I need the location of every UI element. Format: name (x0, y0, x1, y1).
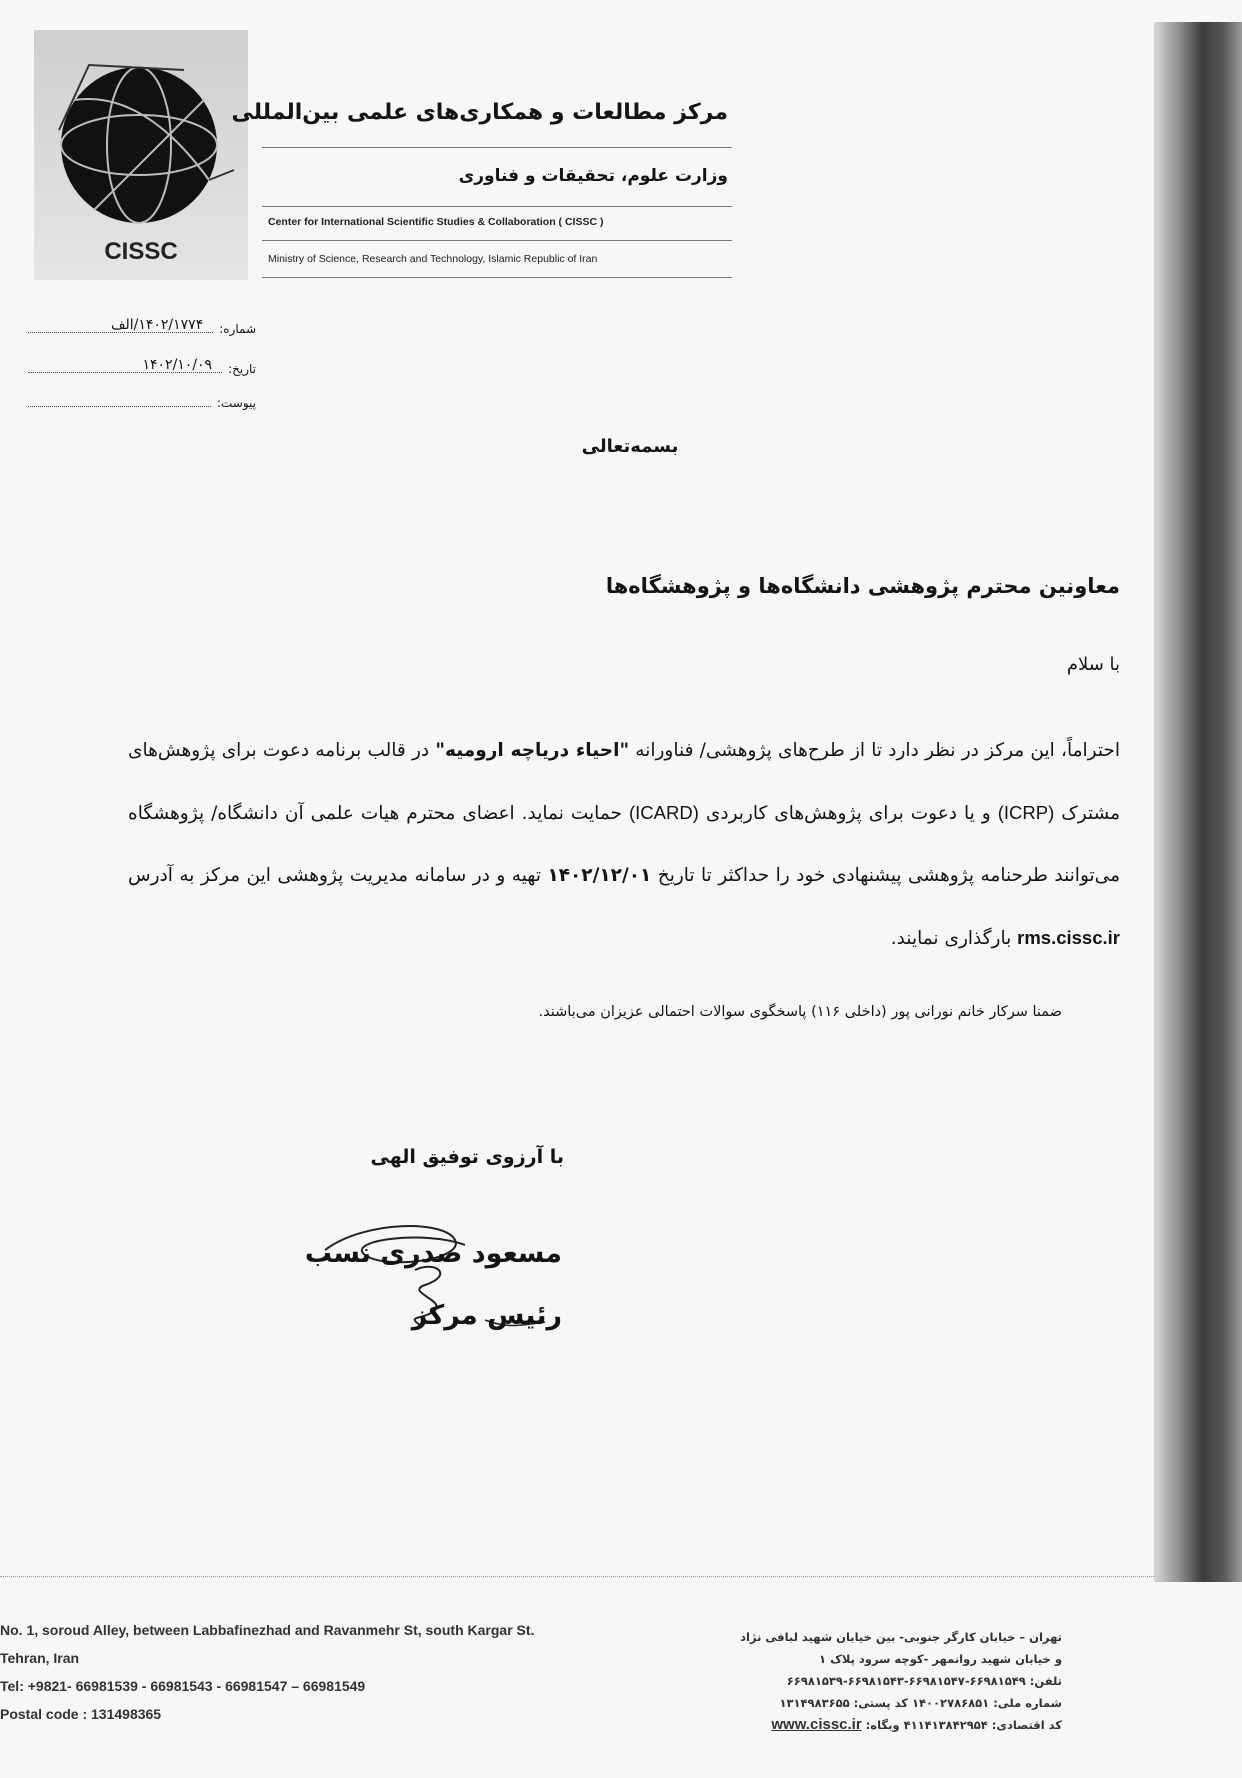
letter-date-field (28, 357, 256, 376)
project-title: "احیاء دریاچه ارومیه" (435, 740, 630, 761)
letter-date-value: ۱۴۰۲/۱۰/۰۹ (142, 357, 213, 373)
footer-address-line: Tehran, Iran (0, 1650, 80, 1666)
footer-divider (0, 1576, 1154, 1577)
body-text-part: و یا دعوت برای پژوهش‌های کاربردی (698, 803, 998, 824)
footer-phone: Tel: +9821- 66981539 - 66981543 - 66981547 – 66981549 (0, 1678, 366, 1694)
footer-address-line: No. 1, soroud Alley, between Labbafinezhad and Ravanmehr St, south Kargar St. (0, 1622, 535, 1638)
letter-attachment-label: پیوست: (216, 396, 256, 410)
footer-econ-code: کد اقتصادی: ۴۱۱۴۱۳۸۴۲۹۵۴ وبگاه: (861, 1718, 1062, 1732)
basmala: بسمه‌تعالی (581, 436, 679, 457)
body-text-part: بارگذاری نمایند. (890, 928, 1018, 949)
icrp-program: (ICRP) (997, 802, 1055, 823)
footer-ids-fa: شماره ملی: ۱۴۰۰۲۷۸۶۸۵۱ کد پستی: ۱۳۱۴۹۸۳۶۵۵ (779, 1696, 1062, 1710)
signer-title: رئیس مرکز (411, 1300, 562, 1331)
header-divider (262, 147, 732, 148)
ministry-name-en: Ministry of Science, Research and Technology, Islamic Republic of Iran (268, 253, 598, 265)
scan-edge-shadow (1154, 22, 1242, 1582)
footer-address-line: تهران – خیابان کارگر جنوبی- بین خیابان شهید لبافی نژاد (740, 1630, 1062, 1644)
footer-address-line: و خیابان شهید روانمهر -کوچه سرود پلاک ۱ (819, 1652, 1062, 1666)
closing-phrase: با آرزوی توفیق الهی (370, 1146, 564, 1168)
letter-date-label: تاریخ: (228, 362, 256, 376)
ministry-name-fa: وزارت علوم، تحقیقات و فناوری (458, 166, 728, 186)
logo-text: CISSC (104, 238, 178, 265)
letter-number-field (28, 317, 256, 336)
header-divider (262, 240, 732, 241)
footer-address-en (0, 1616, 534, 1728)
letter-body (128, 720, 1120, 970)
header-divider (262, 277, 732, 278)
body-text-part: تهیه و در سامانه مدیریت پژوهشی این مرکز به آدرس (128, 865, 548, 886)
org-name-fa: مرکز مطالعات و همکاری‌های علمی بین‌المللی (231, 100, 728, 125)
icard-program: (ICARD) (628, 802, 699, 823)
handwritten-signature (305, 1200, 585, 1360)
cissc-logo (34, 30, 248, 280)
rms-url-link[interactable]: rms.cissc.ir (1017, 927, 1120, 948)
website-link[interactable]: www.cissc.ir (771, 1716, 862, 1733)
contact-note: ضمنا سرکار خانم نورانی پور (داخلی ۱۱۶) پاسخگوی سوالات احتمالی عزیزان می‌باشند. (538, 1004, 1062, 1020)
deadline-date: ۱۴۰۲/۱۲/۰۱ (547, 865, 652, 886)
org-name-en: Center for International Scientific Studies & Collaboration ( CISSC ) (268, 216, 604, 228)
addressee: معاونین محترم پژوهشی دانشگاه‌ها و پژوهشگاه‌ها (605, 574, 1120, 598)
body-text-part: در قالب برنامه دعوت برای پژوهش‌های مشترک (128, 740, 1120, 824)
letter-attachment-field (28, 396, 256, 410)
letter-number-label: شماره: (219, 322, 256, 336)
footer-web-line (740, 1714, 1062, 1736)
body-text-part: احتراماً، این مرکز در نظر دارد تا از طرح‌های پژوهشی/ فناورانه (629, 740, 1120, 761)
letter-number-value: ۱۴۰۲/۱۷۷۴/الف (110, 317, 204, 333)
greeting: با سلام (1066, 654, 1120, 675)
footer-address-fa (740, 1626, 1062, 1736)
footer-phone-fa: تلفن: ۶۶۹۸۱۵۴۹-۶۶۹۸۱۵۴۷-۶۶۹۸۱۵۴۳-۶۶۹۸۱۵۳۹ (786, 1674, 1062, 1688)
footer-postal-code: Postal code : 131498365 (0, 1706, 162, 1722)
header-divider (262, 206, 732, 207)
body-text-part: حمایت نماید. اعضای محترم هیات علمی آن دانشگاه/ پژوهشگاه می‌توانند طرحنامه پژوهشی پیشنهادی خود را حداکثر تا تاریخ (128, 803, 1120, 886)
signer-name: مسعود صدری نسب (304, 1238, 562, 1269)
